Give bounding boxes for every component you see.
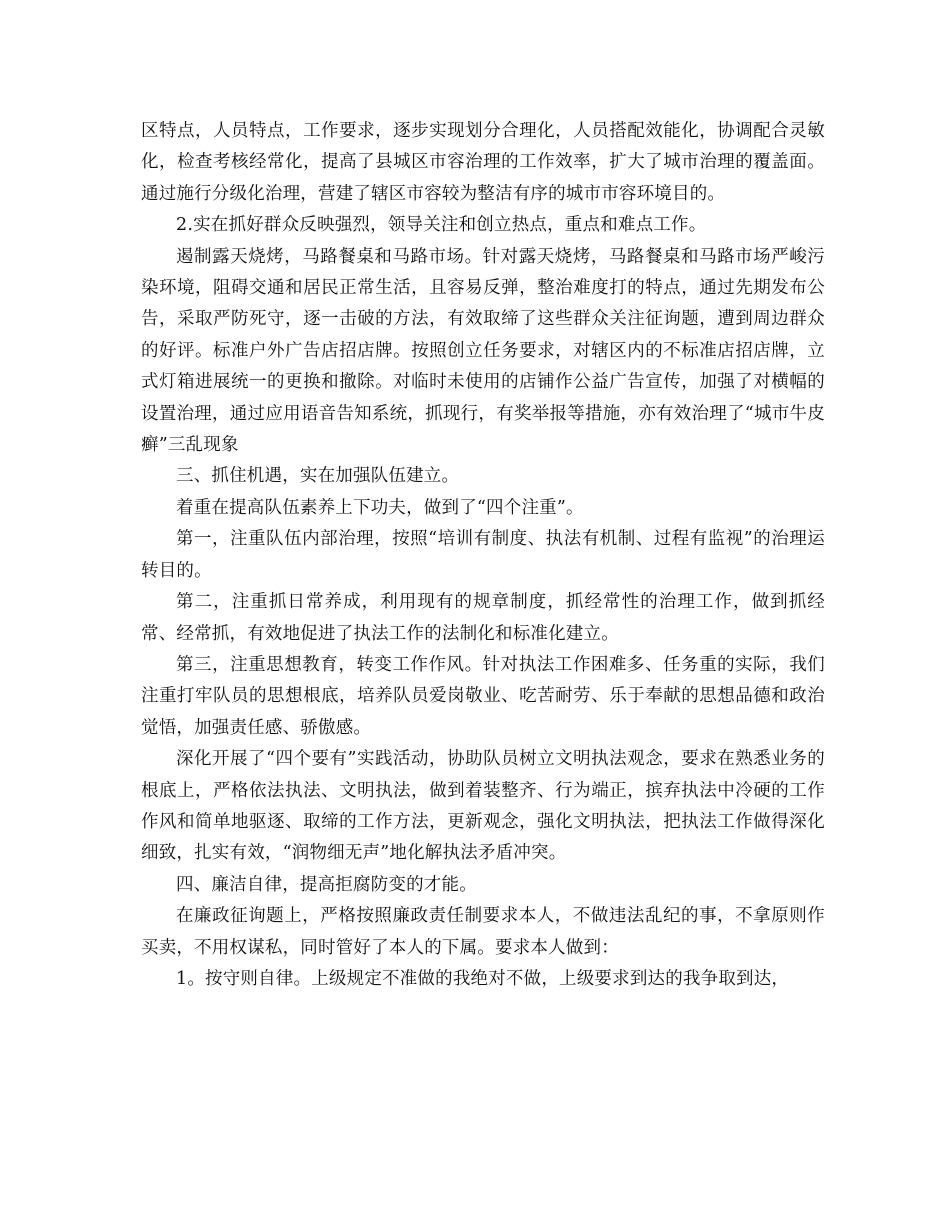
paragraph-12: 1。按守则自律。上级规定不准做的我绝对不做，上级要求到达的我争取到达，	[176, 968, 790, 989]
paragraph-9: 深化开展了“四个要有”实践活动，协助队员树立文明执法观念，要求在熟悉业务的根底上，严格依法执法、文明执法，做到着装整齐、行为端正，摈弃执法中冷硬的工作作风和简单地驱逐、取缔的工作方法，更新观念，强化文明执法，把执法工作做得深化细致，扎实有效，“润物细无声”地化解执法矛盾冲突。	[141, 749, 825, 864]
paragraph-3: 遏制露天烧烤，马路餐桌和马路市场。针对露天烧烤，马路餐桌和马路市场严峻污染环境，阻碍交通和居民正常生活，且容易反弹，整治难度打的特点，通过先期发布公告，采取严防死守，逐一击破的方法，有效取缔了这些群众关注征询题，遭到周边群众的好评。标准户外广告店招店牌。按照创立任务要求，对辖区内的不标准店招店牌，立式灯箱进展统一的更换和撤除。对临时未使用的店铺作公益广告宣传，加强了对横幅的设置治理，通过应用语音告知系统，抓现行，有奖举报等措施，亦有效治理了“城市牛皮癣”三乱现象	[141, 246, 825, 456]
paragraph-11: 在廉政征询题上，严格按照廉政责任制要求本人，不做违法乱纪的事，不拿原则作买卖，不用权谋私，同时管好了本人的下属。要求本人做到：	[141, 906, 825, 958]
paragraph-1: 区特点，人员特点，工作要求，逐步实现划分合理化，人员搭配效能化，协调配合灵敏化，检查考核经常化，提高了县城区市容治理的工作效率，扩大了城市治理的覆盖面。通过施行分级化治理，营建了辖区市容较为整洁有序的城市市容环境目的。	[141, 121, 825, 204]
section-heading-4: 四、廉洁自律，提高拒腐防变的才能。	[176, 874, 477, 895]
document-body	[141, 116, 825, 995]
paragraph-2: 2.实在抓好群众反映强烈，领导关注和创立热点，重点和难点工作。	[176, 215, 707, 236]
paragraph-7: 第二，注重抓日常养成，利用现有的规章制度，抓经常性的治理工作，做到抓经常、经常抓，有效地促进了执法工作的法制化和标准化建立。	[141, 592, 825, 644]
paragraph-8: 第三，注重思想教育，转变工作作风。针对执法工作困难多、任务重的实际，我们注重打牢队员的思想根底，培养队员爱岗敬业、吃苦耐劳、乐于奉献的思想品德和政治觉悟，加强责任感、骄傲感。	[141, 654, 825, 738]
paragraph-5: 着重在提高队伍素养上下功夫，做到了“四个注重”。	[176, 497, 584, 518]
paragraph-6: 第一，注重队伍内部治理，按照“培训有制度、执法有机制、过程有监视”的治理运转目的。	[141, 529, 825, 581]
section-heading-3: 三、抓住机遇，实在加强队伍建立。	[176, 466, 460, 487]
